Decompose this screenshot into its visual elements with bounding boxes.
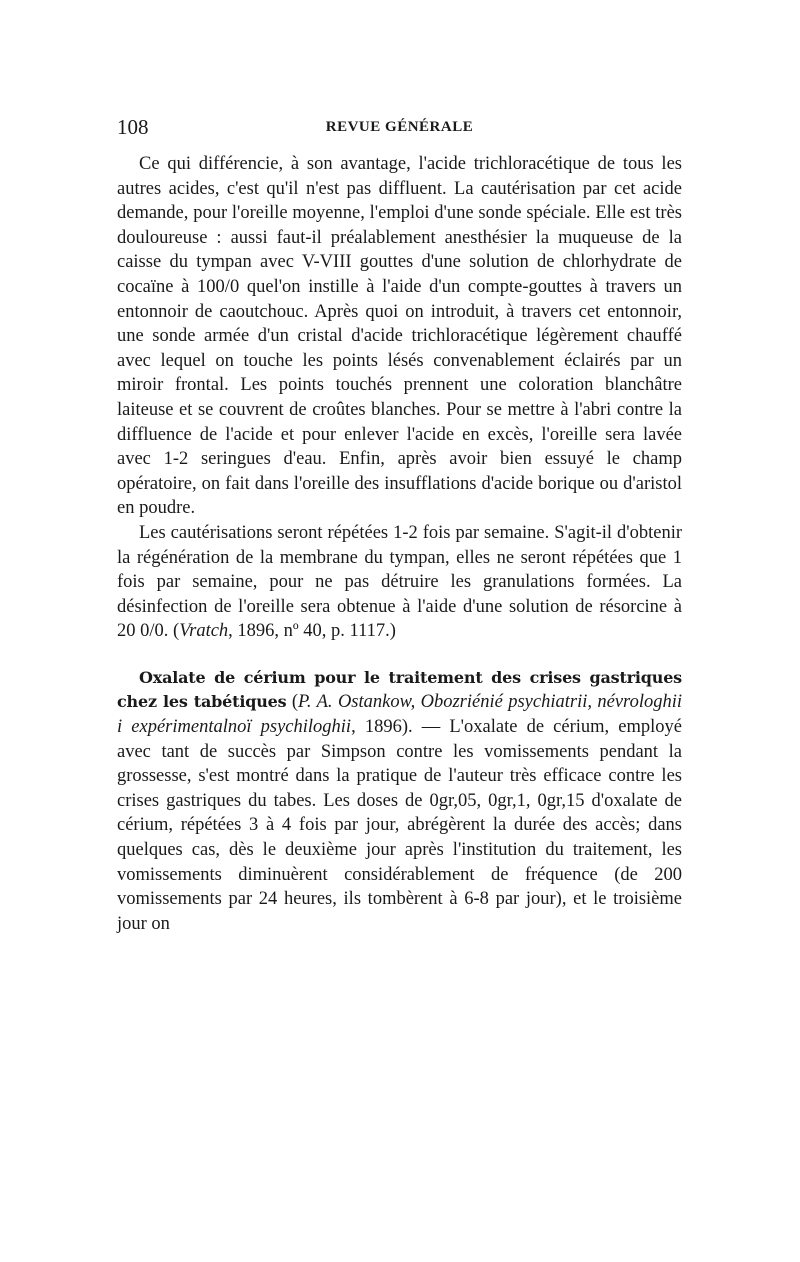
paragraph-repetition-text: Les cautérisations seront répétées 1-2 fois par semaine. S'agit-il d'obtenir la régénération de la membrane du tympan, elles ne seront répétées que 1 fois par semaine, pour ne pas détruire les granulations formées. La désinfection de l'oreille sera obtenue à l'aide d'une solution de résorcine à 20 0/0. (	[117, 522, 682, 642]
paragraph-cauterisation: Ce qui différencie, à son avantage, l'acide trichloracétique de tous les autres acides, c'est qu'il n'est pas diffluent. La cautérisation par cet acide demande, pour l'oreille moyenne, l'emploi d'une sonde spéciale. Elle est très douloureuse : aussi faut-il préalablement anesthésier la muqueuse de la caisse du tympan avec V-VIII gouttes d'une solution de chlorhydrate de cocaïne à 100/0 quel'on instille à l'aide d'un compte-gouttes à travers un entonnoir de caoutchouc. Après quoi on introduit, à travers cet entonnoir, une sonde armée d'un cristal d'acide trichloracétique légèrement chauffé avec lequel on touche les points lésés convenablement éclairés par un miroir frontal. Les points touchés prennent une coloration blanchâtre laiteuse et se couvrent de croûtes blanches. Pour se mettre à l'abri contre la diffluence de l'acide et pour enlever l'acide en excès, l'oreille sera lavée avec 1-2 seringues d'eau. Enfin, après avoir bien essuyé le champ opératoire, on fait dans l'oreille des insufflations d'acide borique ou d'aristol en poudre.	[117, 154, 682, 519]
paragraph-oxalate-text: , 1896). — L'oxalate de cérium, employé avec tant de succès par Simpson contre les vomissements pendant la grossesse, s'est montré dans la pratique de l'auteur très efficace contre les crises gastriques du tabes. Les doses de 0gr,05, 0gr,1, 0gr,15 d'oxalate de cérium, répétées 3 à 4 fois par jour, abrégèrent la durée des accès; dans quelques cas, dès le deuxième jour après l'institution du traitement, les vomissements diminuèrent considérablement de fréquence (de 200 vomissements par 24 heures, ils tombèrent à 6-8 par jour), et le troisième jour on	[117, 717, 682, 934]
paragraph-repetition	[117, 521, 682, 644]
running-title: REVUE GÉNÉRALE	[325, 119, 474, 135]
section-heading: Oxalate de cérium pour le traitement des crises gastriques chez les tabétiques	[117, 667, 682, 712]
source-reference: , 1896, nº 40, p. 1117.)	[228, 621, 396, 642]
body-text	[117, 152, 682, 936]
source-journal: Vratch	[179, 621, 229, 642]
page-number: 108	[117, 115, 149, 139]
citation: P. A. Ostankow, Obozriénié psychiatrii, névrologhii i expérimentalnoï psychiloghii	[117, 692, 682, 738]
document-page	[117, 112, 682, 936]
citation-open: (	[286, 692, 298, 713]
running-head	[117, 112, 682, 142]
paragraph-oxalate	[117, 666, 682, 937]
